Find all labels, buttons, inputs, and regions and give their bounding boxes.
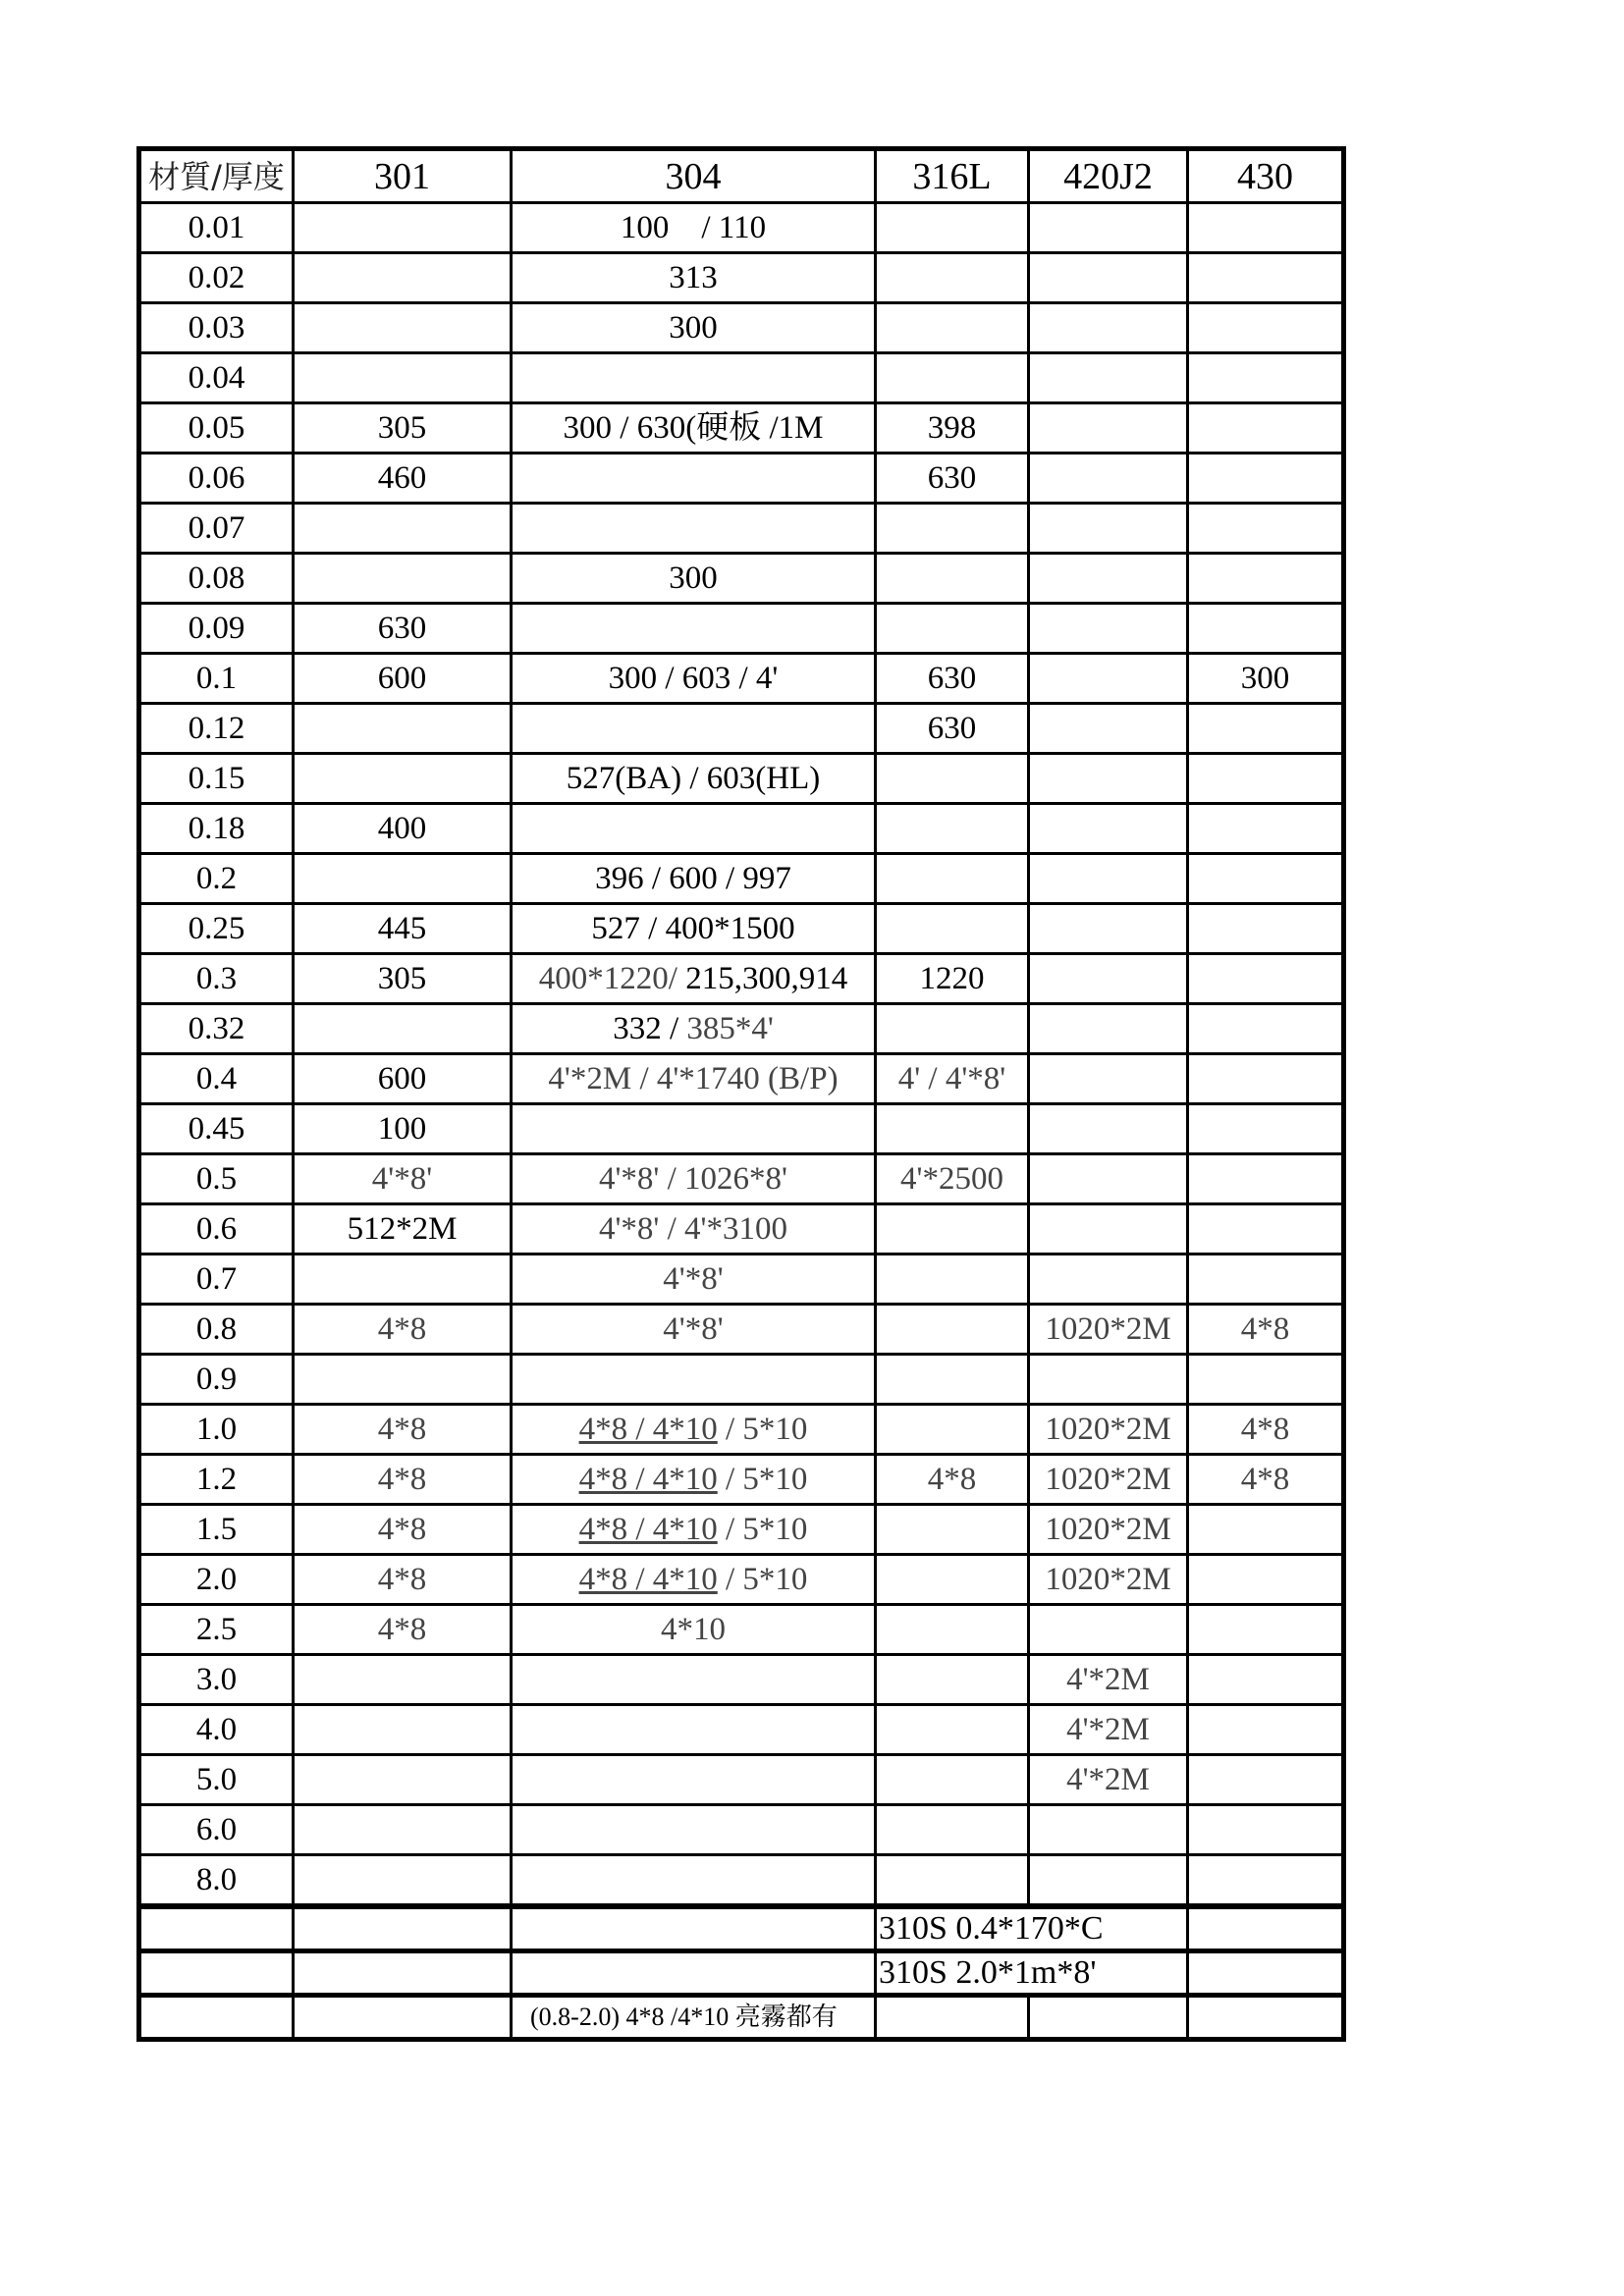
- header-301: 301: [294, 149, 512, 203]
- table-row: [139, 1305, 1344, 1355]
- table-row: [139, 1355, 1344, 1405]
- cell-420j2: 1020*2M: [1029, 1405, 1188, 1455]
- thickness-cell: 0.05: [139, 403, 294, 454]
- cell-430: 4*8: [1188, 1405, 1344, 1455]
- thickness-cell: 0.02: [139, 253, 294, 303]
- table-row: [139, 604, 1344, 654]
- cell-304: 4'*8': [512, 1305, 876, 1355]
- thickness-cell: 0.04: [139, 353, 294, 403]
- table-row: [139, 253, 1344, 303]
- thickness-cell: 0.03: [139, 303, 294, 353]
- table-row: [139, 1204, 1344, 1255]
- cell-304-underlined: 4*8 / 4*10: [578, 1411, 718, 1447]
- cell-430: [1188, 904, 1344, 954]
- cell-420j2: [1029, 854, 1188, 904]
- cell-304: [512, 1855, 876, 1907]
- cell-304: [512, 504, 876, 554]
- cell-301: [294, 253, 512, 303]
- cell-316l: 398: [876, 403, 1029, 454]
- cell-304: [512, 1355, 876, 1405]
- cell-316l: [876, 1305, 1029, 1355]
- cell-301: [294, 203, 512, 253]
- cell-304: 396 / 600 / 997: [512, 854, 876, 904]
- cell-301: 400: [294, 804, 512, 854]
- cell-420j2: [1029, 804, 1188, 854]
- cell-304: [512, 454, 876, 504]
- cell-430: [1188, 403, 1344, 454]
- table-row: [139, 804, 1344, 854]
- cell-420j2: [1029, 754, 1188, 804]
- cell-430: [1188, 1805, 1344, 1855]
- cell-420j2: [1029, 604, 1188, 654]
- cell-301: [294, 504, 512, 554]
- cell-430: [1188, 1655, 1344, 1705]
- empty-cell: [512, 1906, 876, 1951]
- thickness-cell: 5.0: [139, 1755, 294, 1805]
- thickness-cell: 0.2: [139, 854, 294, 904]
- cell-301: [294, 1805, 512, 1855]
- cell-430: [1188, 954, 1344, 1004]
- table-row: [139, 1255, 1344, 1305]
- cell-316l: [876, 353, 1029, 403]
- table-row: [139, 954, 1344, 1004]
- thickness-cell: 0.18: [139, 804, 294, 854]
- cell-430: [1188, 704, 1344, 754]
- empty-cell: [876, 1996, 1029, 2040]
- cell-430: 4*8: [1188, 1305, 1344, 1355]
- cell-316l: [876, 303, 1029, 353]
- cell-430: [1188, 303, 1344, 353]
- thickness-cell: 0.25: [139, 904, 294, 954]
- table-row: [139, 1004, 1344, 1054]
- cell-316l: [876, 1355, 1029, 1405]
- thickness-cell: 2.5: [139, 1605, 294, 1655]
- cell-316l: [876, 504, 1029, 554]
- cell-316l: 4*8: [876, 1455, 1029, 1505]
- cell-304: [512, 1104, 876, 1154]
- cell-430: [1188, 1104, 1344, 1154]
- cell-304: 4'*8': [512, 1255, 876, 1305]
- cell-301: [294, 754, 512, 804]
- cell-304: 300: [512, 303, 876, 353]
- cell-301: [294, 1004, 512, 1054]
- cell-304-part-a: 400*1220/: [538, 960, 677, 996]
- thickness-cell: 0.15: [139, 754, 294, 804]
- price-sheet: [136, 146, 1346, 2042]
- cell-304: [512, 704, 876, 754]
- cell-316l: [876, 604, 1029, 654]
- cell-304: 4'*8' / 1026*8': [512, 1154, 876, 1204]
- cell-430: [1188, 1705, 1344, 1755]
- cell-304: [512, 604, 876, 654]
- thickness-cell: 0.07: [139, 504, 294, 554]
- cell-304: [512, 1705, 876, 1755]
- cell-304-rest: / 5*10: [717, 1561, 808, 1597]
- cell-420j2: 1020*2M: [1029, 1305, 1188, 1355]
- cell-430: [1188, 1855, 1344, 1907]
- cell-420j2: [1029, 1605, 1188, 1655]
- cell-420j2: 1020*2M: [1029, 1555, 1188, 1605]
- cell-304-underlined: 4*8 / 4*10: [578, 1511, 718, 1547]
- table-row: [139, 1154, 1344, 1204]
- cell-304: 300: [512, 554, 876, 604]
- cell-420j2: [1029, 353, 1188, 403]
- empty-cell: [139, 1996, 294, 2040]
- cell-301: [294, 554, 512, 604]
- cell-420j2: [1029, 203, 1188, 253]
- cell-316l: 630: [876, 454, 1029, 504]
- thickness-cell: 0.5: [139, 1154, 294, 1204]
- cell-304: 4*10: [512, 1605, 876, 1655]
- cell-301: [294, 1755, 512, 1805]
- cell-316l: 4'*2500: [876, 1154, 1029, 1204]
- cell-316l: [876, 754, 1029, 804]
- table-row: [139, 1755, 1344, 1805]
- cell-304: 4'*2M / 4'*1740 (B/P): [512, 1054, 876, 1104]
- cell-420j2: [1029, 1204, 1188, 1255]
- cell-420j2: [1029, 1805, 1188, 1855]
- cell-316l: [876, 804, 1029, 854]
- cell-420j2: 1020*2M: [1029, 1505, 1188, 1555]
- cell-420j2: [1029, 904, 1188, 954]
- cell-316l: 1220: [876, 954, 1029, 1004]
- cell-301: 4*8: [294, 1405, 512, 1455]
- thickness-cell: 0.06: [139, 454, 294, 504]
- cell-304: [512, 1004, 876, 1054]
- cell-316l: 630: [876, 654, 1029, 704]
- cell-301: [294, 1655, 512, 1705]
- cell-304: 100 / 110: [512, 203, 876, 253]
- cell-430: [1188, 504, 1344, 554]
- cell-316l: [876, 1655, 1029, 1705]
- cell-430: 4*8: [1188, 1455, 1344, 1505]
- empty-cell: [1188, 1996, 1344, 2040]
- cell-301: [294, 303, 512, 353]
- header-material-thickness: 材質/厚度: [139, 149, 294, 203]
- empty-cell: [1188, 1906, 1344, 1951]
- empty-cell: [139, 1951, 294, 1996]
- cell-301: 600: [294, 1054, 512, 1104]
- material-thickness-table: [136, 146, 1346, 2042]
- cell-304: 4'*8' / 4'*3100: [512, 1204, 876, 1255]
- table-row: [139, 754, 1344, 804]
- cell-430: [1188, 1605, 1344, 1655]
- cell-304: [512, 954, 876, 1004]
- cell-420j2: [1029, 704, 1188, 754]
- table-row: [139, 1855, 1344, 1907]
- thickness-cell: 8.0: [139, 1855, 294, 1907]
- cell-420j2: [1029, 954, 1188, 1004]
- cell-304-rest: / 5*10: [717, 1511, 808, 1547]
- cell-304: 527(BA) / 603(HL): [512, 754, 876, 804]
- cell-304-part-b: 215,300,914: [677, 960, 848, 996]
- empty-cell: [294, 1951, 512, 1996]
- table-row: [139, 854, 1344, 904]
- cell-430: [1188, 1004, 1344, 1054]
- thickness-cell: 0.08: [139, 554, 294, 604]
- empty-cell: [512, 1951, 876, 1996]
- cell-420j2: [1029, 504, 1188, 554]
- cell-316l: [876, 1805, 1029, 1855]
- cell-420j2: [1029, 454, 1188, 504]
- cell-430: [1188, 804, 1344, 854]
- cell-301: 512*2M: [294, 1204, 512, 1255]
- cell-304-underlined: 4*8 / 4*10: [578, 1561, 718, 1597]
- cell-304-part-b: 385*4': [686, 1010, 774, 1046]
- cell-316l: [876, 554, 1029, 604]
- cell-301: 4*8: [294, 1455, 512, 1505]
- cell-316l: [876, 904, 1029, 954]
- cell-304: [512, 804, 876, 854]
- cell-301: [294, 1255, 512, 1305]
- cell-316l: [876, 854, 1029, 904]
- cell-304: [512, 1555, 876, 1605]
- cell-430: [1188, 1154, 1344, 1204]
- table-row: [139, 1655, 1344, 1705]
- cell-316l: 630: [876, 704, 1029, 754]
- thickness-cell: 0.32: [139, 1004, 294, 1054]
- cell-304: 300 / 630(硬板 /1M: [512, 403, 876, 454]
- cell-430: [1188, 554, 1344, 604]
- cell-304: 313: [512, 253, 876, 303]
- cell-430: [1188, 854, 1344, 904]
- cell-420j2: [1029, 253, 1188, 303]
- cell-304: [512, 1455, 876, 1505]
- empty-cell: [139, 1906, 294, 1951]
- cell-304: [512, 353, 876, 403]
- cell-301: 4'*8': [294, 1154, 512, 1204]
- cell-304: [512, 1755, 876, 1805]
- header-430: 430: [1188, 149, 1344, 203]
- empty-cell: [1029, 1996, 1188, 2040]
- finish-note: (0.8-2.0) 4*8 /4*10 亮霧都有: [512, 1996, 876, 2040]
- cell-430: [1188, 253, 1344, 303]
- cell-301: [294, 353, 512, 403]
- cell-301: 305: [294, 954, 512, 1004]
- cell-301: [294, 1705, 512, 1755]
- table-row: [139, 1705, 1344, 1755]
- thickness-cell: 0.7: [139, 1255, 294, 1305]
- cell-420j2: 4'*2M: [1029, 1655, 1188, 1705]
- cell-420j2: [1029, 1255, 1188, 1305]
- thickness-cell: 3.0: [139, 1655, 294, 1705]
- thickness-cell: 0.3: [139, 954, 294, 1004]
- cell-420j2: 4'*2M: [1029, 1755, 1188, 1805]
- extra-310s-cell: 310S 2.0*1m*8': [876, 1951, 1188, 1996]
- table-row: [139, 1505, 1344, 1555]
- cell-301: 305: [294, 403, 512, 454]
- cell-316l: [876, 1405, 1029, 1455]
- table-row: [139, 904, 1344, 954]
- thickness-cell: 0.01: [139, 203, 294, 253]
- table-row: [139, 1054, 1344, 1104]
- cell-304-part-a: 332 /: [613, 1010, 687, 1046]
- cell-420j2: [1029, 1154, 1188, 1204]
- cell-420j2: [1029, 1355, 1188, 1405]
- cell-301: [294, 1355, 512, 1405]
- cell-420j2: [1029, 1054, 1188, 1104]
- cell-301: 4*8: [294, 1605, 512, 1655]
- empty-cell: [1188, 1951, 1344, 1996]
- cell-301: 4*8: [294, 1555, 512, 1605]
- thickness-cell: 0.1: [139, 654, 294, 704]
- cell-430: [1188, 1505, 1344, 1555]
- cell-420j2: 1020*2M: [1029, 1455, 1188, 1505]
- table-row: [139, 1555, 1344, 1605]
- cell-316l: [876, 1555, 1029, 1605]
- cell-304: [512, 1805, 876, 1855]
- thickness-cell: 2.0: [139, 1555, 294, 1605]
- cell-430: 300: [1188, 654, 1344, 704]
- empty-cell: [294, 1906, 512, 1951]
- cell-301: 4*8: [294, 1505, 512, 1555]
- extra-row: [139, 1906, 1344, 1951]
- table-row: [139, 554, 1344, 604]
- table-row: [139, 1405, 1344, 1455]
- cell-301: 460: [294, 454, 512, 504]
- cell-430: [1188, 604, 1344, 654]
- thickness-cell: 1.0: [139, 1405, 294, 1455]
- cell-430: [1188, 1204, 1344, 1255]
- cell-316l: [876, 1755, 1029, 1805]
- thickness-cell: 0.45: [139, 1104, 294, 1154]
- thickness-cell: 0.9: [139, 1355, 294, 1405]
- cell-304-rest: / 5*10: [717, 1411, 808, 1447]
- table-row: [139, 1805, 1344, 1855]
- cell-420j2: [1029, 1004, 1188, 1054]
- header-420j2: 420J2: [1029, 149, 1188, 203]
- header-row: [139, 149, 1344, 203]
- table-row: [139, 454, 1344, 504]
- cell-430: [1188, 1054, 1344, 1104]
- table-row: [139, 654, 1344, 704]
- cell-301: 630: [294, 604, 512, 654]
- header-316l: 316L: [876, 149, 1029, 203]
- cell-430: [1188, 1355, 1344, 1405]
- cell-304: [512, 1405, 876, 1455]
- cell-420j2: [1029, 654, 1188, 704]
- cell-301: 600: [294, 654, 512, 704]
- thickness-cell: 4.0: [139, 1705, 294, 1755]
- cell-301: [294, 854, 512, 904]
- cell-420j2: [1029, 403, 1188, 454]
- cell-301: 100: [294, 1104, 512, 1154]
- cell-430: [1188, 1755, 1344, 1805]
- cell-316l: [876, 1255, 1029, 1305]
- cell-301: [294, 1855, 512, 1907]
- thickness-cell: 0.09: [139, 604, 294, 654]
- cell-301: 445: [294, 904, 512, 954]
- thickness-cell: 0.12: [139, 704, 294, 754]
- cell-304: 527 / 400*1500: [512, 904, 876, 954]
- header-304: 304: [512, 149, 876, 203]
- table-row: [139, 1605, 1344, 1655]
- thickness-cell: 6.0: [139, 1805, 294, 1855]
- cell-316l: [876, 203, 1029, 253]
- table-row: [139, 403, 1344, 454]
- table-row: [139, 1104, 1344, 1154]
- table-row: [139, 704, 1344, 754]
- cell-304: 300 / 603 / 4': [512, 654, 876, 704]
- cell-316l: [876, 253, 1029, 303]
- cell-316l: [876, 1505, 1029, 1555]
- cell-304-rest: / 5*10: [717, 1461, 808, 1497]
- cell-316l: [876, 1104, 1029, 1154]
- cell-420j2: [1029, 554, 1188, 604]
- thickness-cell: 0.6: [139, 1204, 294, 1255]
- table-row: [139, 1455, 1344, 1505]
- table-row: [139, 203, 1344, 253]
- cell-430: [1188, 1255, 1344, 1305]
- cell-420j2: [1029, 1855, 1188, 1907]
- thickness-cell: 1.5: [139, 1505, 294, 1555]
- cell-316l: [876, 1855, 1029, 1907]
- cell-316l: [876, 1605, 1029, 1655]
- table-row: [139, 303, 1344, 353]
- cell-316l: [876, 1204, 1029, 1255]
- cell-316l: [876, 1705, 1029, 1755]
- cell-430: [1188, 1555, 1344, 1605]
- thickness-cell: 0.4: [139, 1054, 294, 1104]
- extra-row: [139, 1951, 1344, 1996]
- cell-430: [1188, 454, 1344, 504]
- cell-430: [1188, 754, 1344, 804]
- thickness-cell: 0.8: [139, 1305, 294, 1355]
- cell-420j2: [1029, 1104, 1188, 1154]
- cell-420j2: [1029, 303, 1188, 353]
- thickness-cell: 1.2: [139, 1455, 294, 1505]
- cell-430: [1188, 203, 1344, 253]
- extra-310s-cell: 310S 0.4*170*C: [876, 1906, 1188, 1951]
- cell-316l: [876, 1004, 1029, 1054]
- cell-301: [294, 704, 512, 754]
- empty-cell: [294, 1996, 512, 2040]
- cell-430: [1188, 353, 1344, 403]
- cell-420j2: 4'*2M: [1029, 1705, 1188, 1755]
- cell-316l: 4' / 4'*8': [876, 1054, 1029, 1104]
- table-row: [139, 353, 1344, 403]
- cell-304-underlined: 4*8 / 4*10: [578, 1461, 718, 1497]
- note-row: [139, 1996, 1344, 2040]
- cell-304: [512, 1655, 876, 1705]
- table-row: [139, 504, 1344, 554]
- cell-301: 4*8: [294, 1305, 512, 1355]
- cell-304: [512, 1505, 876, 1555]
